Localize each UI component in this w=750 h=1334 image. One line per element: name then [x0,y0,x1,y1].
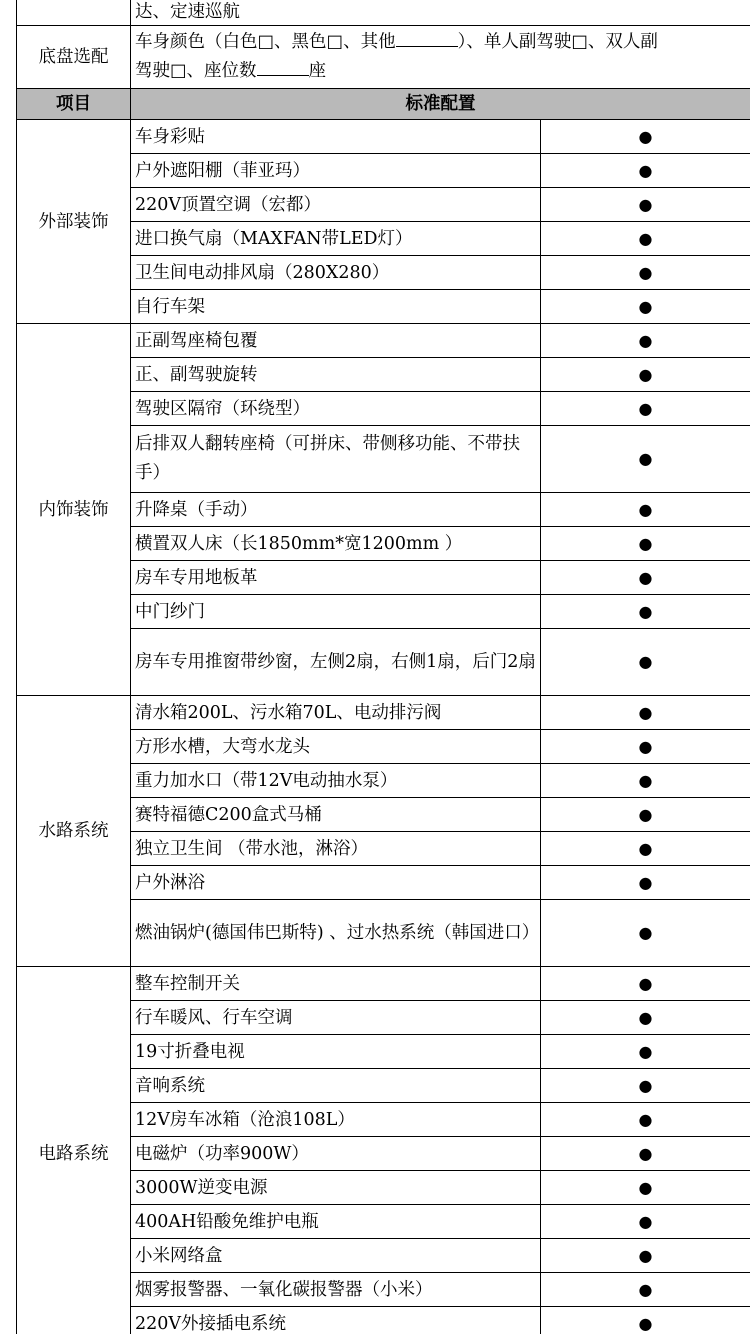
chassis-line1-tail: ）、单人副驾驶□、双人副 [457,32,658,52]
standard-mark: ● [541,798,750,832]
config-table [16,0,750,1334]
config-item: 220V顶置空调（宏都） [131,188,541,222]
standard-mark: ● [541,764,750,798]
standard-mark: ● [541,1137,750,1171]
config-item: 正、副驾驶旋转 [131,358,541,392]
standard-mark: ● [541,900,750,967]
config-item: 3000W逆变电源 [131,1171,541,1205]
config-item: 行车暖风、行车空调 [131,1001,541,1035]
table-header-row [17,89,750,120]
chassis-category: 底盘选配 [17,26,131,89]
chassis-line1: 车身颜色（白色□、黑色□、其他 [135,32,396,52]
section-category: 电路系统 [17,967,131,1334]
header-standard-col: 标准配置 [131,89,750,120]
standard-mark: ● [541,188,750,222]
standard-mark: ● [541,290,750,324]
config-item: 19寸折叠电视 [131,1035,541,1069]
standard-mark: ● [541,154,750,188]
chassis-row [17,26,750,89]
standard-mark: ● [541,1273,750,1307]
seat-count-blank [257,57,309,76]
standard-mark: ● [541,493,750,527]
other-color-blank [396,28,458,47]
standard-mark: ● [541,561,750,595]
config-item: 后排双人翻转座椅（可拼床、带侧移功能、不带扶手） [131,426,541,493]
table-row [17,696,750,730]
standard-mark: ● [541,1069,750,1103]
top-fragment-text: 达、定速巡航 [131,0,750,26]
config-item: 整车控制开关 [131,967,541,1001]
chassis-options [131,26,750,89]
config-item: 自行车架 [131,290,541,324]
config-item: 房车专用推窗带纱窗，左侧2扇，右侧1扇，后门2扇 [131,629,541,696]
config-item: 电磁炉（功率900W） [131,1137,541,1171]
section-category: 内饰装饰 [17,324,131,696]
standard-mark: ● [541,1307,750,1334]
config-item: 220V外接插电系统 [131,1307,541,1334]
config-item: 卫生间电动排风扇（280X280） [131,256,541,290]
top-fragment-row [17,0,750,26]
config-item: 驾驶区隔帘（环绕型） [131,392,541,426]
config-item: 赛特福德C200盒式马桶 [131,798,541,832]
standard-mark: ● [541,358,750,392]
standard-mark: ● [541,324,750,358]
chassis-line2: 驾驶□、座位数 [135,61,257,81]
config-item: 房车专用地板革 [131,561,541,595]
header-item-col: 项目 [17,89,131,120]
config-item: 12V房车冰箱（沧浪108L） [131,1103,541,1137]
config-item: 中门纱门 [131,595,541,629]
standard-mark: ● [541,967,750,1001]
config-item: 清水箱200L、污水箱70L、电动排污阀 [131,696,541,730]
config-item: 户外遮阳棚（菲亚玛） [131,154,541,188]
top-fragment-category-cell [17,0,131,26]
config-item: 烟雾报警器、一氧化碳报警器（小米） [131,1273,541,1307]
standard-mark: ● [541,527,750,561]
config-item: 小米网络盒 [131,1239,541,1273]
standard-mark: ● [541,1171,750,1205]
config-item: 燃油锅炉(德国伟巴斯特) 、过水热系统（韩国进口） [131,900,541,967]
standard-mark: ● [541,1001,750,1035]
config-item: 400AH铅酸免维护电瓶 [131,1205,541,1239]
config-item: 车身彩贴 [131,120,541,154]
table-row [17,967,750,1001]
config-sheet [16,0,750,1334]
config-item: 横置双人床（长1850mm*宽1200mm ） [131,527,541,561]
standard-mark: ● [541,1035,750,1069]
config-item: 升降桌（手动） [131,493,541,527]
section-category: 外部装饰 [17,120,131,324]
standard-mark: ● [541,222,750,256]
standard-mark: ● [541,730,750,764]
standard-mark: ● [541,595,750,629]
config-item: 户外淋浴 [131,866,541,900]
config-item: 方形水槽，大弯水龙头 [131,730,541,764]
standard-mark: ● [541,696,750,730]
standard-mark: ● [541,832,750,866]
table-row [17,324,750,358]
standard-mark: ● [541,1205,750,1239]
config-item: 正副驾座椅包覆 [131,324,541,358]
standard-mark: ● [541,1239,750,1273]
standard-mark: ● [541,1103,750,1137]
standard-mark: ● [541,392,750,426]
standard-mark: ● [541,256,750,290]
standard-mark: ● [541,866,750,900]
table-row [17,120,750,154]
chassis-line2-tail: 座 [308,61,327,81]
config-item: 音响系统 [131,1069,541,1103]
standard-mark: ● [541,629,750,696]
config-item: 独立卫生间 （带水池，淋浴） [131,832,541,866]
standard-mark: ● [541,120,750,154]
config-item: 进口换气扇（MAXFAN带LED灯） [131,222,541,256]
section-category: 水路系统 [17,696,131,967]
standard-mark: ● [541,426,750,493]
config-item: 重力加水口（带12V电动抽水泵） [131,764,541,798]
